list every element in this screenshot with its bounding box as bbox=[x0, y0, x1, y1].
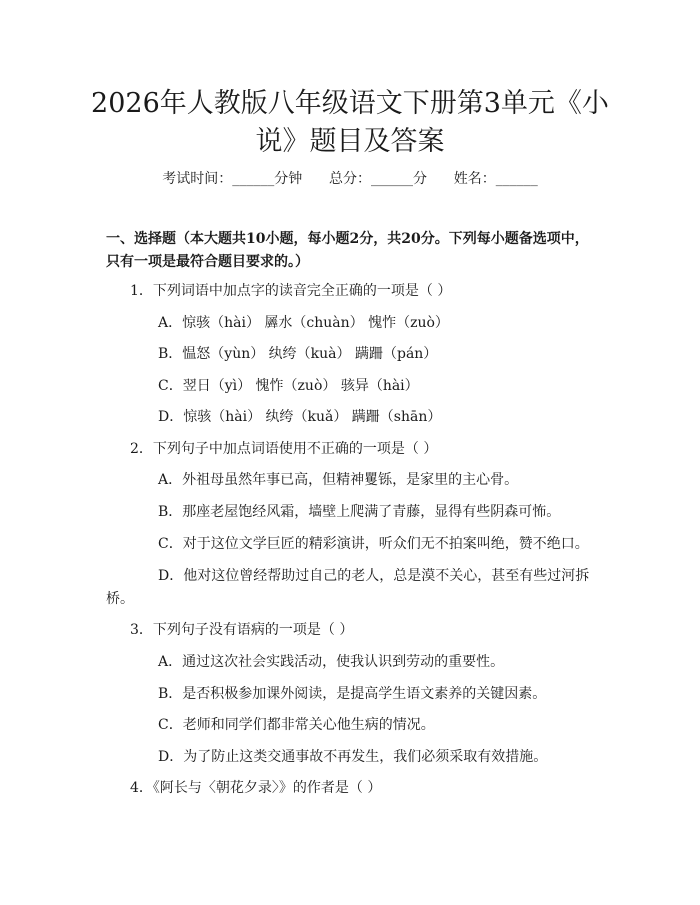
question-3-stem: 3．下列句子没有语病的一项是（ ） bbox=[130, 622, 354, 638]
question-1-stem: 1．下列词语中加点字的读音完全正确的一项是（ ） bbox=[130, 283, 452, 299]
question-2-option-b: B．那座老屋饱经风霜，墙壁上爬满了青藤，显得有些阴森可怖。 bbox=[158, 504, 561, 520]
question-3-option-c: C．老师和同学们都非常关心他生病的情况。 bbox=[158, 717, 435, 733]
question-2-option-d: D．他对这位曾经帮助过自己的老人，总是漠不关心，甚至有些过河拆 bbox=[158, 568, 590, 584]
document-title-line-1: 2026年人教版八年级语文下册第3单元《小 bbox=[91, 88, 609, 119]
question-1-option-c: C．翌日（yì） 愧怍（zuò） 骇异（hài） bbox=[158, 378, 419, 394]
question-2-option-d-wrap: 桥。 bbox=[106, 591, 134, 607]
section-heading-line-1: 一、选择题（本大题共10小题，每小题2分，共20分。下列每小题备选项中， bbox=[106, 231, 589, 247]
exam-info: 考试时间：______分钟 总分：______分 姓名：______ bbox=[162, 171, 538, 187]
question-2-stem: 2．下列句子中加点词语使用不正确的一项是（ ） bbox=[130, 441, 438, 457]
question-2-option-a: A．外祖母虽然年事已高，但精神矍铄，是家里的主心骨。 bbox=[158, 472, 519, 488]
question-1-option-b: B．愠怒（yùn） 纨绔（kuà） 蹒跚（pán） bbox=[158, 346, 438, 362]
question-3-option-b: B．是否积极参加课外阅读，是提高学生语文素养的关键因素。 bbox=[158, 686, 547, 702]
question-3-option-a: A．通过这次社会实践活动，使我认识到劳动的重要性。 bbox=[158, 654, 505, 670]
question-2-option-c: C．对于这位文学巨匠的精彩演讲，听众们无不拍案叫绝，赞不绝口。 bbox=[158, 536, 589, 552]
question-1-option-a: A．惊骇（hài） 羼水（chuàn） 愧怍（zuò） bbox=[158, 315, 449, 331]
question-4-stem: 4．《阿长与〈朝花夕录〉》的作者是（ ） bbox=[130, 780, 382, 796]
question-3-option-d: D．为了防止这类交通事故不再发生，我们必须采取有效措施。 bbox=[158, 749, 548, 765]
document-title-line-2: 说》题目及答案 bbox=[255, 126, 445, 157]
question-1-option-d: D．惊骇（hài） 纨绔（kuǎ） 蹒跚（shān） bbox=[158, 409, 442, 425]
section-heading-line-2: 只有一项是最符合题目要求的。） bbox=[106, 254, 309, 270]
